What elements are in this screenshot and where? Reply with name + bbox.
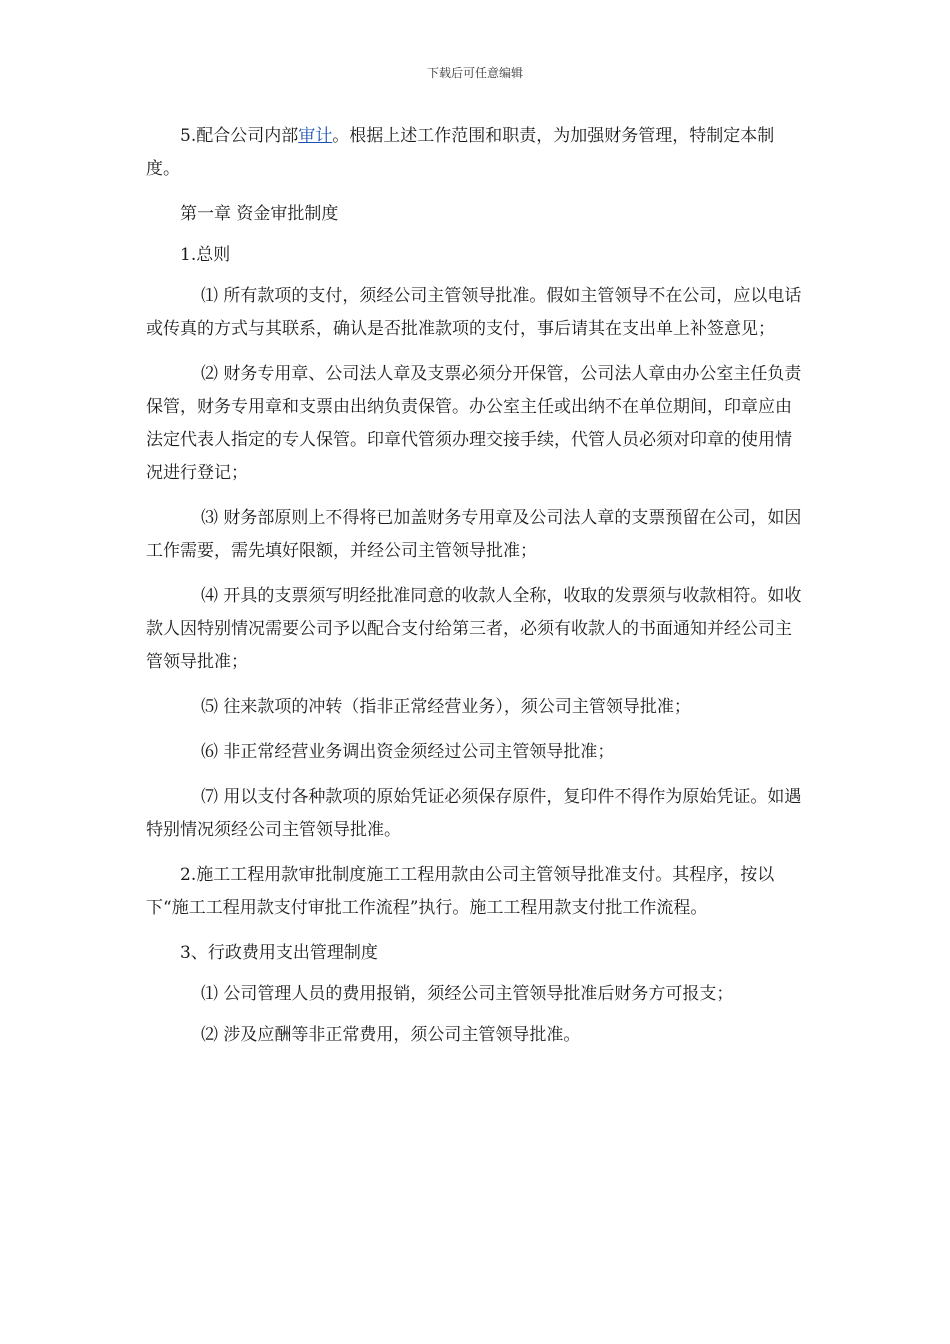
list-item-3: ⑶ 财务部原则上不得将已加盖财务专用章及公司法人章的支票预留在公司，如因工作需要，需先填好限额，并经公司主管领导批准； <box>146 508 802 561</box>
list-item-1: ⑴ 所有款项的支付，须经公司主管领导批准。假如主管领导不在公司，应以电话或传真的方式与其联系，确认是否批准款项的支付，事后请其在支出单上补签意见； <box>146 286 802 339</box>
list-item-6: ⑹ 非正常经营业务调出资金须经过公司主管领导批准； <box>201 742 615 762</box>
document-body <box>146 120 806 1060</box>
section-construction: 2.施工工程用款审批制度施工工程用款由公司主管领导批准支付。其程序，按以下“施工工程用款支付审批工作流程”执行。施工工程用款支付批工作流程。 <box>146 865 775 918</box>
admin-item-2: ⑵ 涉及应酬等非正常费用，须公司主管领导批准。 <box>201 1025 581 1045</box>
paragraph-audit-start: 5.配合公司内部 <box>180 126 299 146</box>
chapter-heading: 第一章 资金审批制度 <box>180 204 339 224</box>
list-item-2: ⑵ 财务专用章、公司法人章及支票必须分开保管，公司法人章由办公室主任负责保管，财务专用章和支票由出纳负责保管。办公室主任或出纳不在单位期间，印章应由法定代表人指定的专人保管。印章代管须办理交接手续，代管人员必须对印章的使用情况进行登记； <box>146 364 802 483</box>
paragraph-audit <box>146 120 806 186</box>
list-item-5: ⑸ 往来款项的冲转（指非正常经营业务），须公司主管领导批准； <box>201 697 691 717</box>
paragraph-audit-end: 。根据上述工作范围和职责，为加强财务管理，特制定本制度。 <box>146 126 775 179</box>
section-admin-expense: 3、行政费用支出管理制度 <box>180 943 378 963</box>
page-header: 下载后可任意编辑 <box>426 66 523 80</box>
section-general: 1.总则 <box>180 245 231 265</box>
list-item-7: ⑺ 用以支付各种款项的原始凭证必须保存原件，复印件不得作为原始凭证。如遇特别情况须经公司主管领导批准。 <box>146 787 802 840</box>
audit-link[interactable]: 审计 <box>298 126 333 146</box>
admin-item-1: ⑴ 公司管理人员的费用报销，须经公司主管领导批准后财务方可报支； <box>201 984 734 1004</box>
list-item-4: ⑷ 开具的支票须写明经批准同意的收款人全称，收取的发票须与收款相符。如收款人因特别情况需要公司予以配合支付给第三者，必须有收款人的书面通知并经公司主管领导批准； <box>146 586 802 672</box>
